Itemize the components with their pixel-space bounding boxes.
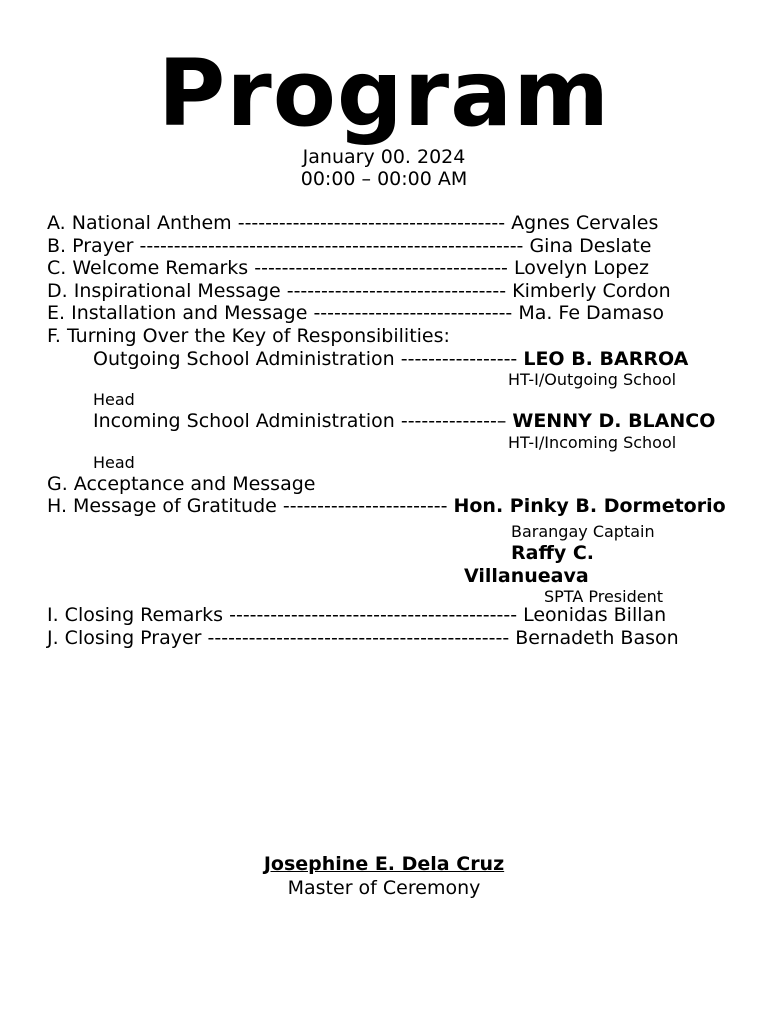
item-welcome-remarks: C. Welcome Remarks ------------------------------------- Lovelyn Lopez xyxy=(47,257,649,280)
item-message-of-gratitude xyxy=(47,495,727,518)
item-national-anthem: A. National Anthem --------------------------------------- Agnes Cervales xyxy=(47,212,659,234)
barangay-captain-role: Barangay Captain xyxy=(511,521,655,541)
spta-name-first: Raffy C. xyxy=(511,541,595,564)
item-acceptance-message: G. Acceptance and Message xyxy=(47,472,316,495)
event-date: January 00. 2024 xyxy=(302,146,466,168)
page-title: Program xyxy=(157,40,611,147)
item-prayer: B. Prayer -------------------------------------------------------- Gina Deslate xyxy=(47,234,652,257)
master-of-ceremony-title: Master of Ceremony xyxy=(287,877,481,899)
item-closing-prayer: J. Closing Prayer -------------------------------------------- Bernadeth Bason xyxy=(47,626,679,649)
incoming-role: HT-I/Incoming School xyxy=(508,432,677,452)
outgoing-role-line xyxy=(47,370,727,390)
program-list xyxy=(47,212,727,649)
gratitude-signatories xyxy=(47,518,727,604)
outgoing-role-end: Head xyxy=(93,390,135,410)
spta-president-role: SPTA President xyxy=(544,586,663,606)
outgoing-name: LEO B. BARROA xyxy=(523,347,689,370)
item-installation-message: E. Installation and Message ----------------------------- Ma. Fe Damaso xyxy=(47,302,664,325)
master-of-ceremony-name: Josephine E. Dela Cruz xyxy=(263,853,505,875)
incoming-name: WENNY D. BLANCO xyxy=(512,410,716,433)
event-time: 00:00 – 00:00 AM xyxy=(300,168,468,190)
item-incoming-administration xyxy=(47,410,727,433)
outgoing-label: Outgoing School Administration ----------------- xyxy=(93,347,524,370)
outgoing-role: HT-I/Outgoing School xyxy=(508,370,677,390)
incoming-role-end: Head xyxy=(93,452,135,472)
spta-name-last: Villanueava xyxy=(464,564,589,587)
gratitude-name: Hon. Pinky B. Dormetorio xyxy=(453,495,726,518)
incoming-label: Incoming School Administration --------------– xyxy=(93,410,513,433)
item-turning-over: F. Turning Over the Key of Responsibilities: xyxy=(47,324,450,347)
item-outgoing-administration xyxy=(47,348,727,371)
item-inspirational-message: D. Inspirational Message -------------------------------- Kimberly Cordon xyxy=(47,279,671,302)
incoming-role-line xyxy=(47,433,727,453)
item-closing-remarks: I. Closing Remarks ------------------------------------------ Leonidas Billan xyxy=(47,603,667,626)
gratitude-label: H. Message of Gratitude ------------------------ xyxy=(47,495,454,518)
